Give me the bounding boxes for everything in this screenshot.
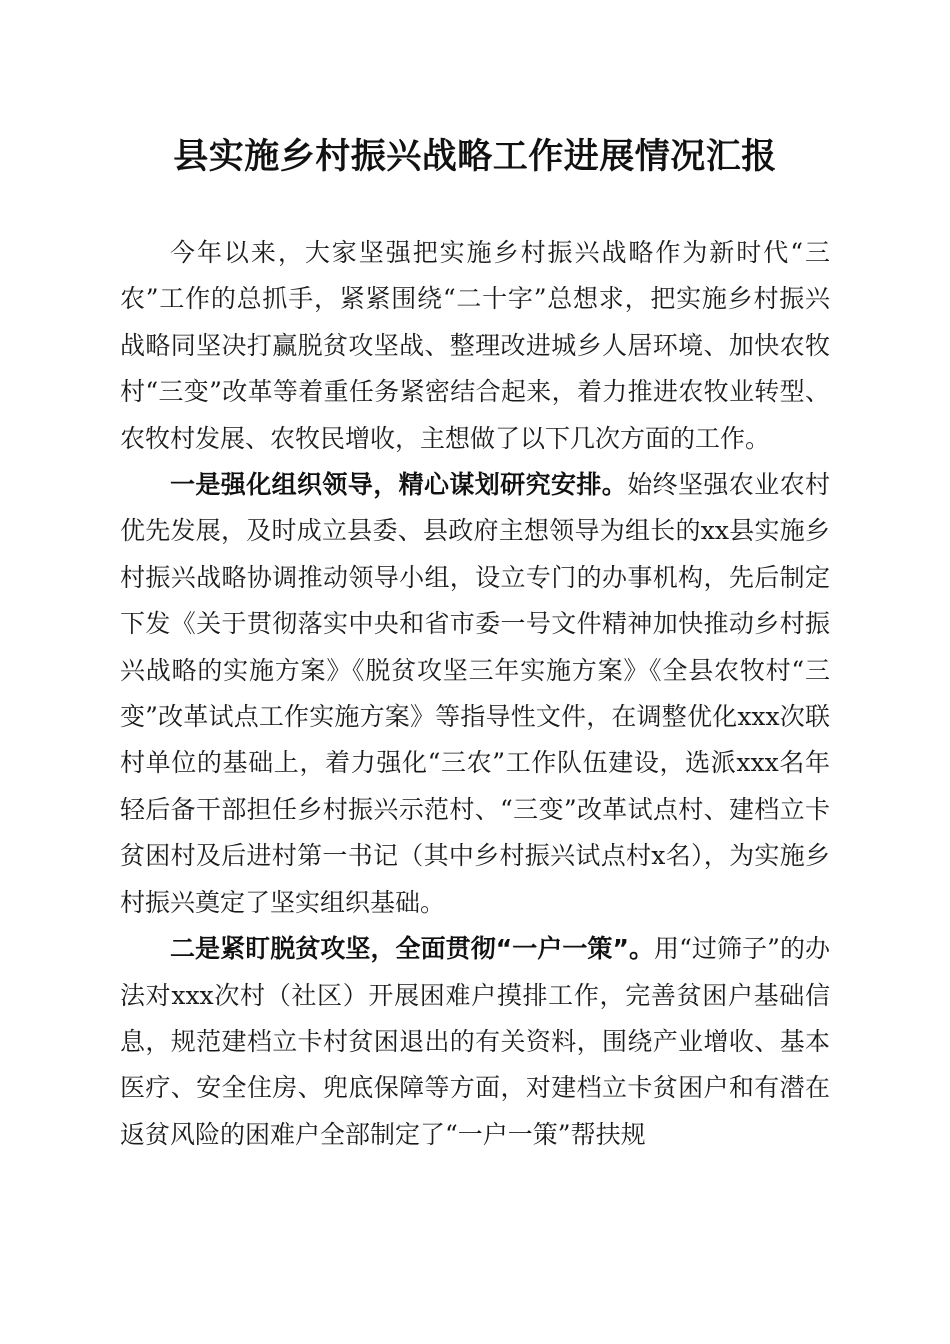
document-title: 县实施乡村振兴战略工作进展情况汇报: [173, 136, 777, 177]
document-body: [120, 230, 830, 1158]
paragraph-intro: [120, 230, 830, 462]
paragraph-organization-heading: 一是强化组织领导，精心谋划研究安排。: [170, 470, 628, 500]
paragraph-poverty-text: 用“过筛子”的办法对xxx次村（社区）开展困难户摸排工作，完善贫困户基础信息，规范建档立卡村贫困退出的有关资料，围绕产业增收、基本医疗、安全住房、兜底保障等方面，对建档立卡贫困户和有潜在返贫风险的困难户全部制定了“一户一策”帮扶规: [120, 934, 830, 1149]
paragraph-organization-text: 始终坚强农业农村优先发展，及时成立县委、县政府主想领导为组长的xx县实施乡村振兴战略协调推动领导小组，设立专门的办事机构，先后制定下发《关于贯彻落实中央和省市委一号文件精神加快推动乡村振兴战略的实施方案》《脱贫攻坚三年实施方案》《全县农牧村“三变”改革试点工作实施方案》等指导性文件，在调整优化xxx次联村单位的基础上，着力强化“三农”工作队伍建设，选派xxx名年轻后备干部担任乡村振兴示范村、“三变”改革试点村、建档立卡贫困村及后进村第一书记（其中乡村振兴试点村x名），为实施乡村振兴奠定了坚实组织基础。: [120, 470, 830, 917]
paragraph-poverty: [120, 926, 830, 1158]
paragraph-intro-text: 今年以来，大家坚强把实施乡村振兴战略作为新时代“三农”工作的总抓手，紧紧围绕“二十字”总想求，把实施乡村振兴战略同坚决打赢脱贫攻坚战、整理改进城乡人居环境、加快农牧村“三变”改革等着重任务紧密结合起来，着力推进农牧业转型、农牧村发展、农牧民增收，主想做了以下几次方面的工作。: [120, 238, 830, 453]
paragraph-organization: [120, 462, 830, 926]
paragraph-poverty-heading: 二是紧盯脱贫攻坚，全面贯彻“一户一策”。: [170, 934, 655, 964]
